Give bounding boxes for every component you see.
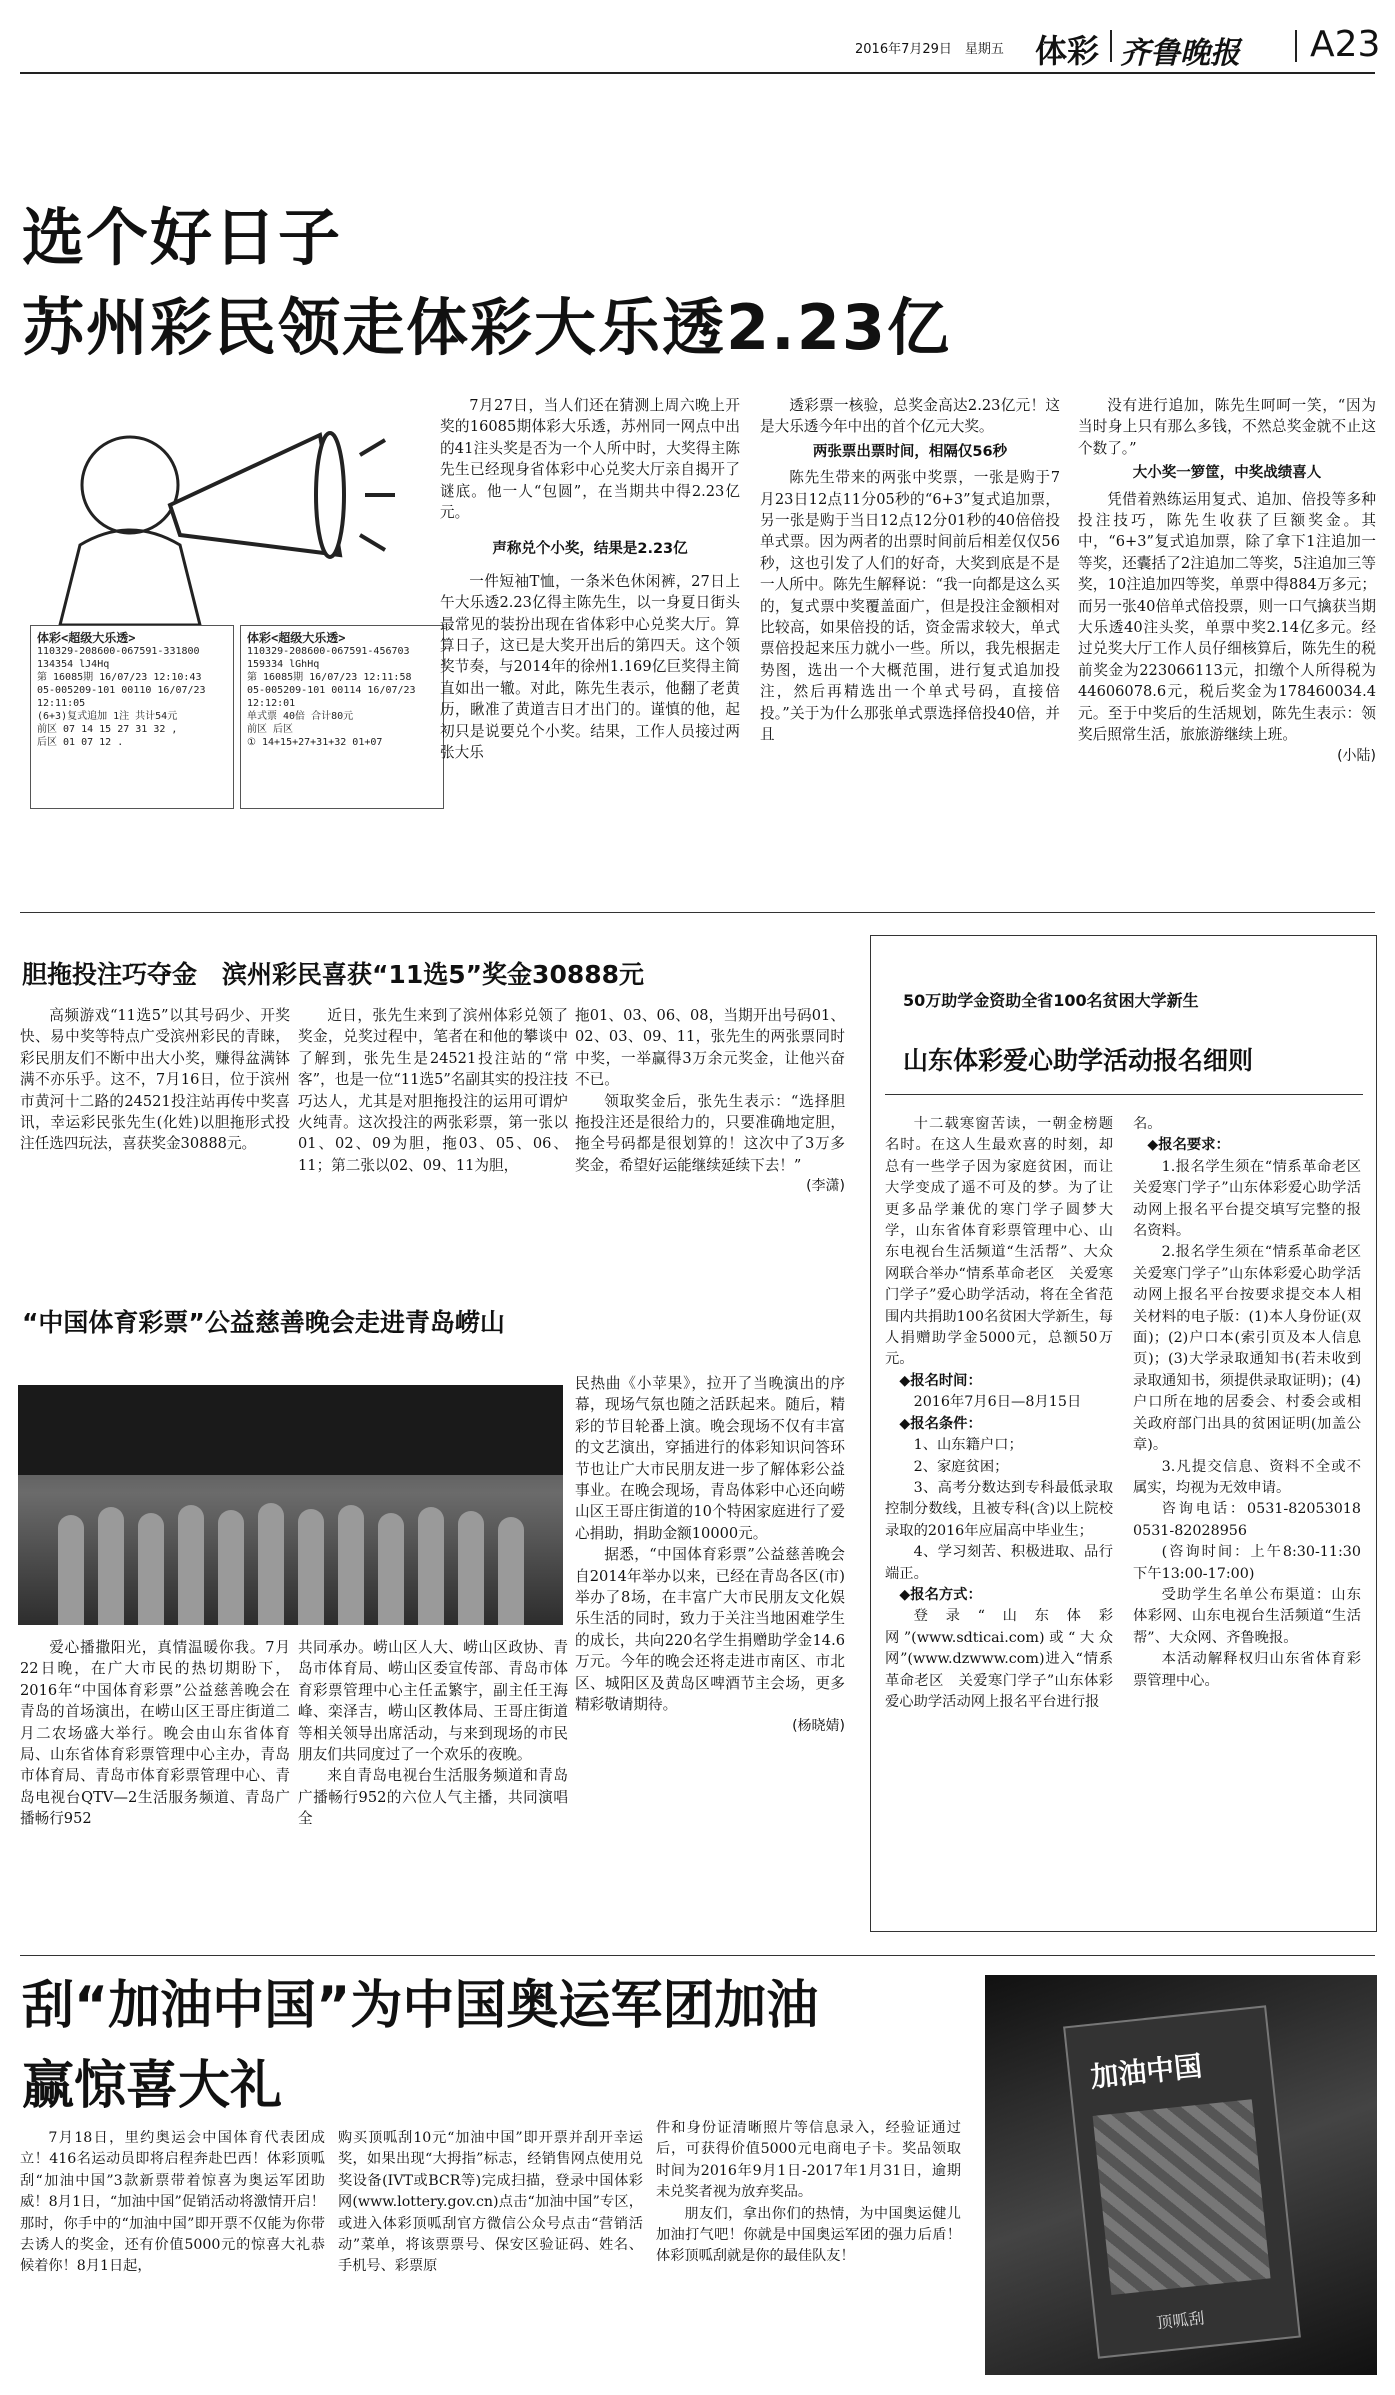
header-divider	[1295, 30, 1297, 62]
article-paragraph: 民热曲《小苹果》，拉开了当晚演出的序幕，现场气氛也随之活跃起来。随后，精彩的节目轮番上演。晚会现场不仅有丰富的文艺演出，穿插进行的体彩知识问答环节也让广大市民朋友进一步了解体彩公益事业。在晚会现场，青岛体彩中心还向崂山区王哥庄街道的10个特困家庭进行了爱心捐助，捐助金额10000元。	[575, 1375, 845, 1542]
sidebar-contact-hours: (咨询时间：上午8:30-11:30 下午13:00-17:00)	[1133, 1544, 1376, 1582]
lead-subhead: 两张票出票时间，相隔仅56秒	[812, 443, 1008, 460]
article-paragraph: 近日，张先生来到了滨州体彩兑领了奖金，兑奖过程中，笔者在和他的攀谈中了解到，张先生是24521投注站的“常客”，也是一位“11选5”名副其实的投注技巧达人，尤其是对胆拖投注的运用可谓炉火纯青。这次投注的两张彩票，第一张以01、02、09为胆，拖03、05、06、11；第二张以02、09、11为胆，	[298, 1007, 568, 1174]
sidebar-item: 2、家庭贫困；	[913, 1458, 1009, 1475]
lead-paragraph: 陈先生带来的两张中奖票，一张是购于7月23日12点11分05秒的“6+3”复式追加票，另一张是购于当日12点12分01秒的40倍倍投单式票。因为两者的出票时间前后相差仅仅56秒，这也引发了人们的好奇，大奖到底是不是一人所中。陈先生解释说：“我一向都是这么买的，复式票中奖覆盖面广，但是投注金额相对比较高，如果倍投的话，资金需求较大，单式票倍投起来压力就小一些。所以，我先根据走势图，选出一个大概范围，进行复式追加投注，然后再精选出一个单式号码，直接倍投。”关于为什么那张单式票选择倍投40倍，并且	[760, 469, 1060, 744]
person-figure	[178, 1505, 204, 1625]
sidebar-paragraph: 受助学生名单公布渠道：山东体彩网、山东电视台生活频道“生活帮”、大众网、齐鲁晚报。	[1133, 1586, 1361, 1646]
person-figure	[98, 1507, 124, 1625]
card-play-area	[1093, 2099, 1271, 2295]
header-divider	[1110, 30, 1112, 62]
lead-title-line2: 苏州彩民领走体彩大乐透2.23亿	[22, 291, 951, 364]
sidebar-paragraph: 2016年7月6日—8月15日	[913, 1394, 1082, 1411]
sidebar-item: 2.报名学生须在“情系革命老区 关爱寒门学子”山东体彩爱心助学活动网上报名平台按要求提交本人相关材料的电子版：(1)本人身份证(双面)；(2)户口本(索引页及本人信息页)；(3)大学录取通知书(若未收到录取通知书，须提供录取证明)；(4)户口所在地的居委会、村委会或相关政府部门出具的贫困证明(加盖公章)。	[1133, 1244, 1376, 1454]
lottery-ticket-1	[30, 625, 234, 809]
header-date: 2016年7月29日 星期五	[855, 42, 1004, 57]
article-paragraph: 件和身份证清晰照片等信息录入，经验证通过后，可获得价值5000元电商电子卡。奖品领取时间为2016年9月1日-2017年1月31日，逾期未兑奖者视为放弃奖品。	[656, 2120, 961, 2201]
person-figure	[378, 1513, 404, 1625]
sidebar-title: 山东体彩爱心助学活动报名细则	[903, 1046, 1254, 1075]
article4-col1	[20, 2128, 325, 2278]
person-figure	[138, 1513, 164, 1625]
scratch-card-image	[985, 1975, 1377, 2375]
sidebar-label: ◆报名时间：	[899, 1372, 982, 1389]
article3-title: “中国体育彩票”公益慈善晚会走进青岛崂山	[22, 1308, 505, 1337]
card-title: 加油中国	[1088, 2049, 1204, 2094]
ticket-title: 体彩<超级大乐透>	[37, 631, 136, 645]
article3-col2	[298, 1637, 568, 1830]
article-paragraph: 领取奖金后，张先生表示：“选择胆拖投注还是很给力的，只要准确地定胆，拖全号码都是很划算的！这次中了3万多奖金，希望好运能继续延续下去！”	[575, 1092, 845, 1174]
article4-title-line1: 刮“加油中国”为中国奥运军团加油	[22, 1976, 819, 2036]
sidebar-item: 4、学习刻苦、积极进取、品行端正。	[885, 1544, 1113, 1582]
article3-col3	[575, 1373, 845, 1737]
article-paragraph: 据悉，“中国体育彩票”公益慈善晚会自2014年举办以来，已经在青岛各区(市)举办了8场，在丰富广大市民朋友文化娱乐生活的同时，致力于关注当地困难学生的成长，共向220名学生捐赠助学金14.6万元。今年的晚会还将走进市南区、市北区、城阳区及黄岛区啤酒节主会场，更多精彩敬请期待。	[575, 1546, 845, 1714]
person-figure	[498, 1517, 524, 1625]
article-paragraph: 购买顶呱刮10元“加油中国”即开票并刮开幸运奖，如果出现“大拇指”标志，经销售网点使用兑奖设备(IVT或BCR等)完成扫描，登录中国体彩网(www.lottery.gov.cn)点击“加油中国”专区，或进入体彩顶呱刮官方微信公众号点击“营销活动”菜单，将该票票号、保安区验证码、姓名、手机号、彩票原	[338, 2130, 643, 2275]
gala-stage-photo	[18, 1385, 563, 1625]
article2-col3	[575, 1005, 845, 1198]
sidebar-paragraph: 本活动解释权归山东省体育彩票管理中心。	[1133, 1651, 1361, 1689]
article2-title: 胆拖投注巧夺金 滨州彩民喜获“11选5”奖金30888元	[22, 960, 645, 989]
sidebar-col2	[1133, 1114, 1376, 1692]
lead-paragraph: 透彩票一核验，总奖金高达2.23亿元！这是大乐透今年中出的首个亿元大奖。	[760, 397, 1060, 436]
article2-col2	[298, 1005, 568, 1176]
lead-title-line1: 选个好日子	[22, 201, 343, 274]
sidebar-rule	[885, 1094, 1363, 1095]
sidebar-item: 3、高考分数达到专科最低录取控制分数线，且被专科(含)以上院校录取的2016年应届高中毕业生；	[885, 1479, 1113, 1539]
sidebar-item: 1.报名学生须在“情系革命老区 关爱寒门学子”山东体彩爱心助学活动网上报名平台提交填写完整的报名资料。	[1133, 1158, 1376, 1240]
person-figure	[458, 1511, 484, 1625]
section-divider	[20, 912, 1375, 913]
article-paragraph: 高频游戏“11选5”以其号码少、开奖快、易中奖等特点广受滨州彩民的青睐，彩民朋友们不断中出大小奖，赚得盆满钵满不亦乐乎。这不，7月16日，位于滨州市黄河十二路的24521投注站再传中奖喜讯，幸运彩民张先生(化姓)以胆拖形式投注任选四玩法，喜获奖金30888元。	[20, 1007, 290, 1153]
card-ticket	[1063, 2005, 1301, 2358]
article-paragraph: 共同承办。崂山区人大、崂山区政协、青岛市体育局、崂山区委宣传部、青岛市体育彩票管理中心主任孟繁宇，副主任王海峰、栾泽吉，崂山区教体局、王哥庄街道等相关领导出席活动，与来到现场的市民朋友们共同度过了一个欢乐的夜晚。	[298, 1639, 568, 1764]
card-footer: 顶呱刮	[1155, 2308, 1206, 2333]
article3-col1	[20, 1637, 290, 1830]
lead-col1	[440, 395, 740, 764]
byline: (李潇)	[806, 1178, 845, 1195]
lead-col2	[760, 395, 1060, 746]
article-paragraph: 7月18日，里约奥运会中国体育代表团成立！416名运动员即将启程奔赴巴西！体彩顶呱刮“加油中国”3款新票带着惊喜为奥运军团助威！8月1日，“加油中国”促销活动将激情开启！那时，你手中的“加油中国”即开票不仅能为你带去诱人的奖金，还有价值5000元的惊喜大礼恭候着你！8月1日起，	[20, 2130, 325, 2275]
person-figure	[338, 1505, 364, 1625]
sidebar-box	[870, 935, 1377, 1932]
byline: (杨晓婧)	[792, 1717, 845, 1734]
lead-paragraph: 7月27日，当人们还在猜测上周六晚上开奖的16085期体彩大乐透，苏州同一网点中出的41注头奖是否为一个人所中时，大奖得主陈先生已经现身省体彩中心兑奖大厅亲自揭开了谜底。他一人“包圆”，在当期共中得2.23亿元。	[440, 397, 740, 522]
person-figure	[58, 1515, 84, 1625]
ticket-text: 110329-208600-067591-456703 159334 lGhHq 第 16085期 16/07/23 12:11:58 05-005209-101 00114 16/07/23 12:12:01 单式票 40倍 合计80元 前区 后区 ① 14+15+27+31+32 01+07	[247, 646, 416, 748]
stage-screen	[18, 1385, 563, 1475]
article4-title-line2: 赢惊喜大礼	[22, 2056, 283, 2116]
article-paragraph: 朋友们，拿出你们的热情，为中国奥运健儿加油打气吧！你就是中国奥运军团的强力后盾！体彩顶呱刮就是你的最佳队友！	[656, 2205, 961, 2265]
sidebar-label: ◆报名条件：	[899, 1415, 982, 1432]
sidebar-item: 3.凡提交信息、资料不全或不属实，均视为无效申请。	[1133, 1458, 1361, 1496]
header-page-number: A23	[1310, 24, 1381, 65]
sidebar-paragraph: 十二载寒窗苦读，一朝金榜题名时。在这人生最欢喜的时刻，却总有一些学子因为家庭贫困，而让大学变成了遥不可及的梦。为了让更多品学兼优的寒门学子圆梦大学，山东省体育彩票管理中心、山东电视台生活频道“生活帮”、大众网联合举办“情系革命老区 关爱寒门学子”爱心助学活动，将在全省范围内共捐助100名贫困大学新生，每人捐赠助学金5000元，总额50万元。	[885, 1116, 1113, 1368]
header-section: 体彩	[1035, 32, 1100, 70]
section-divider	[20, 1955, 1375, 1956]
sidebar-label: ◆报名方式：	[899, 1586, 982, 1603]
lead-col3	[1078, 395, 1376, 767]
lead-subhead: 声称兑个小奖，结果是2.23亿	[492, 541, 688, 558]
sidebar-item: 1、山东籍户口；	[913, 1437, 1023, 1454]
lead-illustration	[20, 395, 440, 895]
article-paragraph: 爱心播撒阳光，真情温暖你我。7月22日晚，在广大市民的热切期盼下，2016年“中国体育彩票”公益慈善晚会在青岛的首场演出，在崂山区王哥庄街道二月二农场盛大举行。晚会由山东省体育局、山东省体育彩票管理中心主办，青岛市体育局、青岛市体育彩票管理中心、青岛电视台QTV—2生活服务频道、青岛广播畅行952	[20, 1639, 290, 1828]
sidebar-paragraph: 名。	[1133, 1116, 1162, 1132]
article-paragraph: 拖01、03、06、08，当期开出号码01、02、03、09、11，张先生的两张票同时中奖，一举赢得3万余元奖金，让他兴奋不已。	[575, 1007, 845, 1089]
article-paragraph: 来自青岛电视台生活服务频道和青岛广播畅行952的六位人气主播，共同演唱全	[298, 1767, 568, 1828]
article2-col1	[20, 1005, 290, 1155]
lead-paragraph: 一件短袖T恤，一条米色休闲裤，27日上午大乐透2.23亿得主陈先生，以一身夏日街头最常见的装扮出现在省体彩中心兑奖大厅。算算日子，这已是大奖开出后的第四天。这个领奖节奏，与2014年的徐州1.169亿巨奖得主简直如出一辙。对此，陈先生表示，他翻了老黄历，瞅准了黄道吉日才出门的。谨慎的他，起初只是说要兑个小奖。结果，工作人员接过两张大乐	[440, 572, 740, 762]
ticket-title: 体彩<超级大乐透>	[247, 631, 346, 645]
person-figure	[258, 1503, 284, 1625]
lead-paragraph: 没有进行追加，陈先生呵呵一笑，“因为当时身上只有那么多钱，不然总奖金就不止这个数了。”	[1078, 397, 1376, 457]
person-figure	[218, 1510, 244, 1625]
ticket-text: 110329-208600-067591-331800 134354 lJ4Hq 第 16085期 16/07/23 12:10:43 05-005209-101 00110 16/07/23 12:11:05 (6+3)复式追加 1注 共计54元 前区 07 14 15 27 31 32 , 后区 01 07 12 .	[37, 646, 206, 748]
article4-col3	[656, 2118, 961, 2268]
person-figure	[298, 1509, 324, 1625]
person-figure	[418, 1507, 444, 1625]
sidebar-paragraph: 登录“山东体彩网”(www.sdticai.com)或“大众网”(www.dzwww.com)进入“情系革命老区 关爱寒门学子”山东体彩爱心助学活动网上报名平台进行报	[885, 1608, 1113, 1710]
sidebar-col1	[885, 1114, 1113, 1713]
megaphone-icon	[20, 395, 440, 625]
lead-subhead: 大小奖一箩筐，中奖战绩喜人	[1132, 465, 1322, 482]
sidebar-contact-phone: 咨询电话：0531-82053018 0531-82028956	[1133, 1501, 1376, 1539]
lottery-ticket-2	[240, 625, 444, 809]
byline: (小陆)	[1337, 747, 1376, 764]
sidebar-label: ◆报名要求：	[1147, 1137, 1230, 1154]
sidebar-kicker: 50万助学金资助全省100名贫困大学新生	[903, 991, 1199, 1010]
article4-col2	[338, 2128, 643, 2278]
lead-paragraph: 凭借着熟练运用复式、追加、倍投等多种投注技巧，陈先生收获了巨额奖金。其中，“6+3”复式追加票，除了拿下1注追加一等奖，还囊括了2注追加二等奖，5注追加三等奖，10注追加四等奖，单票中得884万多元；而另一张40倍单式倍投票，则一口气擒获当期大乐透40注头奖，单票中奖2.14亿多元。经过兑奖大厅工作人员仔细核算后，陈先生的税前奖金为223066113元，扣缴个人所得税为44606078.6元，税后奖金为178460034.4元。至于中奖后的生活规划，陈先生表示：领奖后照常生活，旅旅游继续上班。	[1078, 490, 1376, 744]
header-paper-logo: 齐鲁晚报	[1120, 36, 1240, 71]
page-header	[20, 22, 1381, 74]
